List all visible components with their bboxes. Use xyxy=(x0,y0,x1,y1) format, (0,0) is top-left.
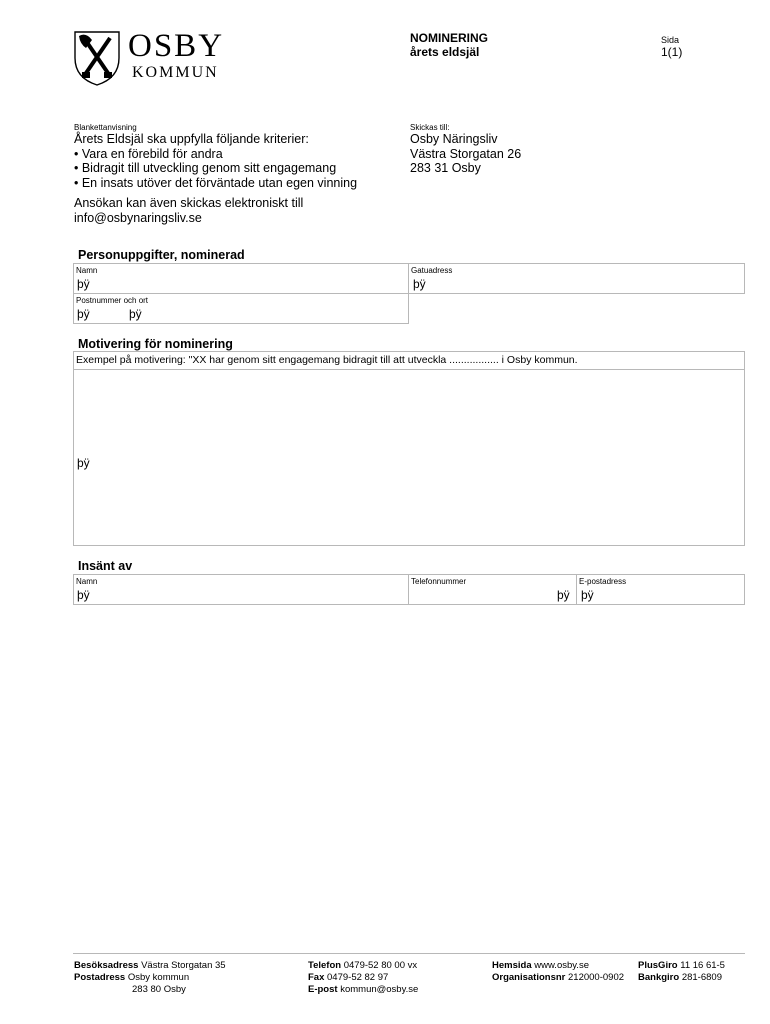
divider xyxy=(408,574,409,605)
page-number: 1(1) xyxy=(661,45,683,59)
nominee-city-field[interactable]: þÿ xyxy=(129,307,142,321)
coat-of-arms-icon xyxy=(72,28,122,86)
nominee-street-field[interactable]: þÿ xyxy=(413,277,426,291)
submission-email[interactable]: info@osbynaringsliv.se xyxy=(74,210,202,225)
divider xyxy=(73,369,745,370)
visit-address: Västra Storgatan 35 xyxy=(141,960,226,971)
submitter-name-field[interactable]: þÿ xyxy=(77,588,90,602)
divider xyxy=(576,574,577,605)
submitter-email-field[interactable]: þÿ xyxy=(581,588,594,602)
electronic-note-line: Ansökan kan även skickas elektroniskt till xyxy=(74,196,304,210)
motivation-box xyxy=(73,351,745,546)
criteria-item: • Bidragit till utveckling genom sitt engagemang xyxy=(74,161,337,175)
plusgiro-label: PlusGiro xyxy=(638,960,678,971)
nominee-postal-label: Postnummer och ort xyxy=(76,296,149,305)
motivation-heading: Motivering för nominering xyxy=(78,337,233,351)
postal-address-label: Postadress xyxy=(74,972,126,983)
nominee-name-field[interactable]: þÿ xyxy=(77,277,90,291)
submitter-row xyxy=(73,574,745,605)
footer-giro xyxy=(638,960,725,984)
footer-divider xyxy=(73,953,745,954)
logo-wordmark: OSBY xyxy=(128,28,225,64)
submitter-heading: Insänt av xyxy=(78,559,133,573)
criteria-item: • En insats utöver det förväntade utan egen vinning xyxy=(74,175,358,190)
footer-address xyxy=(74,960,226,996)
send-to-line: 283 31 Osby xyxy=(410,161,481,175)
org-number-label: Organisationsnr xyxy=(492,972,566,983)
send-to-line: Västra Storgatan 26 xyxy=(410,146,522,161)
bankgiro-label: Bankgiro xyxy=(638,972,680,983)
fax-number: 0479-52 82 97 xyxy=(327,972,389,983)
submitter-email-label: E-postadress xyxy=(579,577,627,586)
instructions-label: Blankettanvisning xyxy=(74,123,137,132)
submitter-name-label: Namn xyxy=(76,577,98,586)
bankgiro-number: 281-6809 xyxy=(681,972,722,983)
visit-address-label: Besöksadress xyxy=(74,960,139,971)
plusgiro-number: 11 16 61-5 xyxy=(680,960,725,971)
send-to-label: Skickas till: xyxy=(410,123,450,132)
osby-kommun-logo xyxy=(72,28,232,88)
nominee-row-1 xyxy=(73,263,745,294)
motivation-field[interactable]: þÿ xyxy=(77,456,90,470)
document-title: NOMINERING xyxy=(410,31,488,45)
nominee-name-label: Namn xyxy=(76,266,98,275)
footer-email[interactable]: kommun@osby.se xyxy=(340,984,419,995)
nominee-street-label: Gatuadress xyxy=(411,266,453,275)
submitter-phone-label: Telefonnummer xyxy=(411,577,467,586)
send-to-line: Osby Näringsliv xyxy=(410,132,498,146)
footer-contact xyxy=(308,960,418,996)
instructions-block xyxy=(74,132,357,190)
motivation-example: Exempel på motivering: "XX har genom sitt engagemang bidragit till att utveckla ................. i Osby kommun. xyxy=(76,354,578,366)
send-to-address xyxy=(410,132,521,176)
logo-subtitle: KOMMUN xyxy=(132,64,219,81)
footer-web-org xyxy=(492,960,624,984)
submitter-phone-field[interactable]: þÿ xyxy=(557,588,570,602)
divider xyxy=(408,263,409,294)
phone-number: 0479-52 80 00 vx xyxy=(343,960,418,971)
website-link[interactable]: www.osby.se xyxy=(534,960,589,971)
postal-address: Osby kommun xyxy=(127,972,190,983)
postal-address-2: 283 80 Osby xyxy=(132,984,186,995)
org-number: 212000-0902 xyxy=(568,972,625,983)
email-label: E-post xyxy=(308,984,338,995)
fax-label: Fax xyxy=(308,972,325,983)
nominee-heading: Personuppgifter, nominerad xyxy=(78,248,245,262)
electronic-submission-note xyxy=(74,196,303,225)
document-title-block xyxy=(410,31,488,59)
website-label: Hemsida xyxy=(492,960,532,971)
nominee-postal-field[interactable]: þÿ xyxy=(77,307,90,321)
criteria-intro: Årets Eldsjäl ska uppfylla följande kriterier: xyxy=(74,132,309,146)
criteria-item: • Vara en förebild för andra xyxy=(74,146,223,161)
page-label: Sida xyxy=(661,35,680,45)
phone-label: Telefon xyxy=(308,960,342,971)
document-subtitle: årets eldsjäl xyxy=(410,45,480,59)
